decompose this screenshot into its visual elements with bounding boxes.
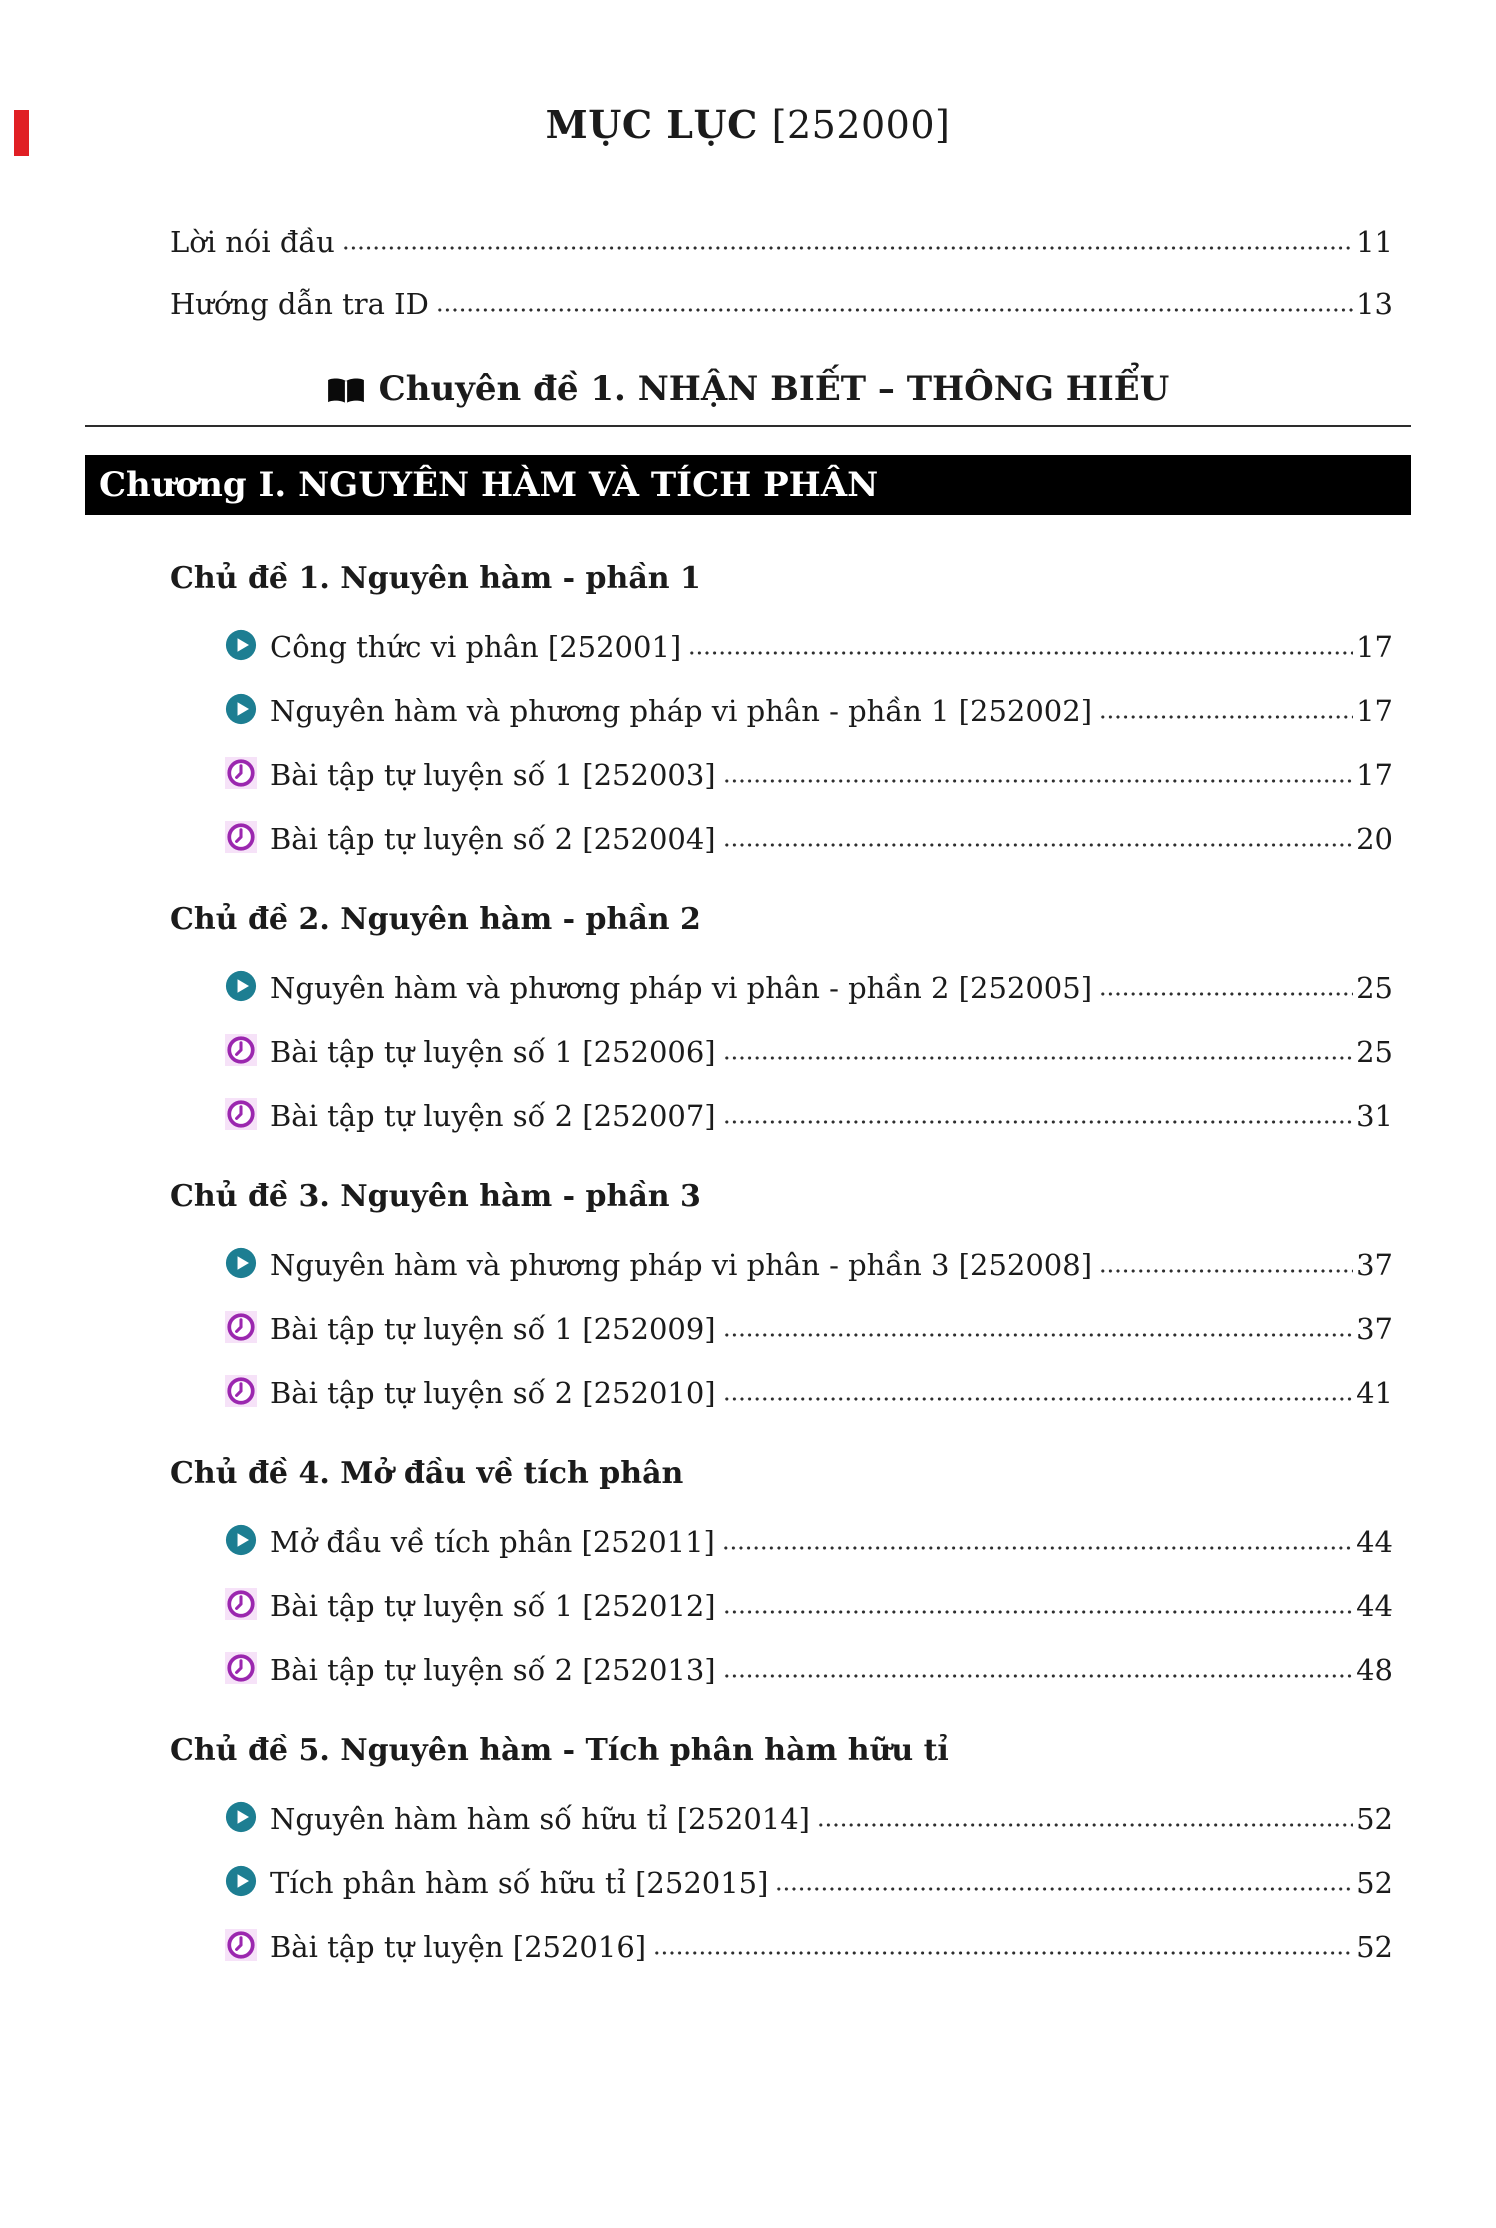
toc-entry-page: 37 [1356,1312,1393,1346]
dot-leader [723,778,1353,784]
toc-entry-page: 13 [1356,287,1393,321]
toc-entry[interactable] [225,728,1411,792]
dot-leader [1099,991,1353,997]
toc-entry[interactable] [225,1623,1411,1687]
play-icon [225,970,257,1002]
toc-entry[interactable] [225,1005,1411,1069]
toc-entry-label: Mở đầu về tích phân [252011] [270,1525,715,1559]
toc-entry-label: Nguyên hàm và phương pháp vi phân - phần 1 [252002] [270,694,1093,728]
toc-entry-label: Nguyên hàm hàm số hữu tỉ [252014] [270,1802,810,1836]
clock-icon [225,1034,257,1066]
topic-section [85,561,1411,856]
toc-entry[interactable] [225,600,1411,664]
part-heading [85,369,1411,409]
dot-leader [342,245,1353,251]
dot-leader [688,650,1353,656]
toc-entry-page: 17 [1356,694,1393,728]
clock-icon [225,1652,257,1684]
toc-entry[interactable] [225,1900,1411,1964]
toc-entry-label: Công thức vi phân [252001] [270,630,682,664]
topic-items [85,600,1411,856]
toc-entry[interactable] [225,1772,1411,1836]
play-icon [225,1524,257,1556]
toc-entry[interactable] [225,1218,1411,1282]
toc-entry-label: Bài tập tự luyện số 2 [252007] [270,1099,716,1133]
clock-icon [225,1929,257,1961]
toc-entry-page: 52 [1356,1866,1393,1900]
topic-section [85,1456,1411,1687]
toc-entry-page: 48 [1356,1653,1393,1687]
topic-items [85,1218,1411,1410]
dot-leader [436,307,1353,313]
toc-entry[interactable] [225,1282,1411,1346]
topic-items [85,941,1411,1133]
dot-leader [723,1119,1353,1125]
topics-list [85,561,1411,1964]
toc-entry-page: 25 [1356,971,1393,1005]
clock-icon [225,1098,257,1130]
dot-leader [817,1822,1353,1828]
toc-entry-label: Lời nói đầu [170,225,335,259]
toc-entry-label: Bài tập tự luyện số 1 [252009] [270,1312,716,1346]
toc-entry[interactable] [225,664,1411,728]
play-icon [225,629,257,661]
toc-entry-page: 41 [1356,1376,1393,1410]
dot-leader [1099,714,1353,720]
toc-entry-label: Nguyên hàm và phương pháp vi phân - phần 2 [252005] [270,971,1093,1005]
toc-entry-page: 17 [1356,758,1393,792]
page-title-text: MỤC LỤC [545,102,758,147]
toc-entry-page: 17 [1356,630,1393,664]
topic-title: Chủ đề 1. Nguyên hàm - phần 1 [170,561,701,596]
red-corner-mark [14,110,29,156]
dot-leader [723,1673,1353,1679]
toc-entry-label: Bài tập tự luyện [252016] [270,1930,647,1964]
clock-icon [225,757,257,789]
toc-entry-label: Nguyên hàm và phương pháp vi phân - phần 3 [252008] [270,1248,1093,1282]
toc-entry-page: 25 [1356,1035,1393,1069]
toc-entry-page: 44 [1356,1525,1393,1559]
toc-entry[interactable] [225,1346,1411,1410]
page-title-id: [252000] [771,103,951,147]
toc-entry-page: 37 [1356,1248,1393,1282]
toc-entry-label: Bài tập tự luyện số 1 [252012] [270,1589,716,1623]
toc-entry-label: Bài tập tự luyện số 1 [252006] [270,1035,716,1069]
topic-items [85,1772,1411,1964]
dot-leader [722,1545,1353,1551]
toc-entry-page: 20 [1356,822,1393,856]
play-icon [225,1247,257,1279]
topic-title: Chủ đề 3. Nguyên hàm - phần 3 [170,1179,701,1214]
toc-entry-label: Bài tập tự luyện số 2 [252013] [270,1653,716,1687]
page-title [85,102,1411,147]
dot-leader [775,1886,1353,1892]
part-heading-title: Chuyên đề 1. NHẬN BIẾT – THÔNG HIỂU [378,369,1170,409]
chapter-bar-title: Chương I. NGUYÊN HÀM VÀ TÍCH PHÂN [99,465,879,505]
topic-items [85,1495,1411,1687]
play-icon [225,1865,257,1897]
dot-leader [723,1055,1353,1061]
open-book-icon [327,376,365,406]
topic-section [85,1179,1411,1410]
dot-leader [723,1332,1353,1338]
toc-entry-page: 31 [1356,1099,1393,1133]
front-matter-list [85,197,1411,321]
clock-icon [225,821,257,853]
toc-entry[interactable] [170,259,1411,321]
toc-entry-page: 11 [1356,225,1393,259]
toc-entry[interactable] [225,1495,1411,1559]
clock-icon [225,1588,257,1620]
toc-entry[interactable] [225,941,1411,1005]
play-icon [225,1801,257,1833]
clock-icon [225,1375,257,1407]
toc-entry-label: Hướng dẫn tra ID [170,287,429,321]
toc-entry-label: Bài tập tự luyện số 1 [252003] [270,758,716,792]
toc-entry-page: 52 [1356,1930,1393,1964]
toc-page [0,102,1496,2228]
toc-entry-page: 44 [1356,1589,1393,1623]
toc-entry-label: Tích phân hàm số hữu tỉ [252015] [270,1866,769,1900]
section-divider [85,425,1411,427]
clock-icon [225,1311,257,1343]
dot-leader [653,1950,1353,1956]
dot-leader [723,842,1353,848]
topic-title: Chủ đề 5. Nguyên hàm - Tích phân hàm hữu tỉ [170,1733,949,1768]
toc-entry[interactable] [225,1559,1411,1623]
toc-entry-label: Bài tập tự luyện số 2 [252010] [270,1376,716,1410]
topic-section [85,1733,1411,1964]
toc-entry-page: 52 [1356,1802,1393,1836]
toc-entry[interactable] [225,792,1411,856]
topic-section [85,902,1411,1133]
toc-entry-label: Bài tập tự luyện số 2 [252004] [270,822,716,856]
dot-leader [723,1609,1353,1615]
dot-leader [1099,1268,1353,1274]
toc-entry[interactable] [170,197,1411,259]
toc-entry[interactable] [225,1836,1411,1900]
topic-title: Chủ đề 4. Mở đầu về tích phân [170,1456,684,1491]
play-icon [225,693,257,725]
toc-entry[interactable] [225,1069,1411,1133]
chapter-bar [85,455,1411,515]
dot-leader [723,1396,1353,1402]
topic-title: Chủ đề 2. Nguyên hàm - phần 2 [170,902,701,937]
